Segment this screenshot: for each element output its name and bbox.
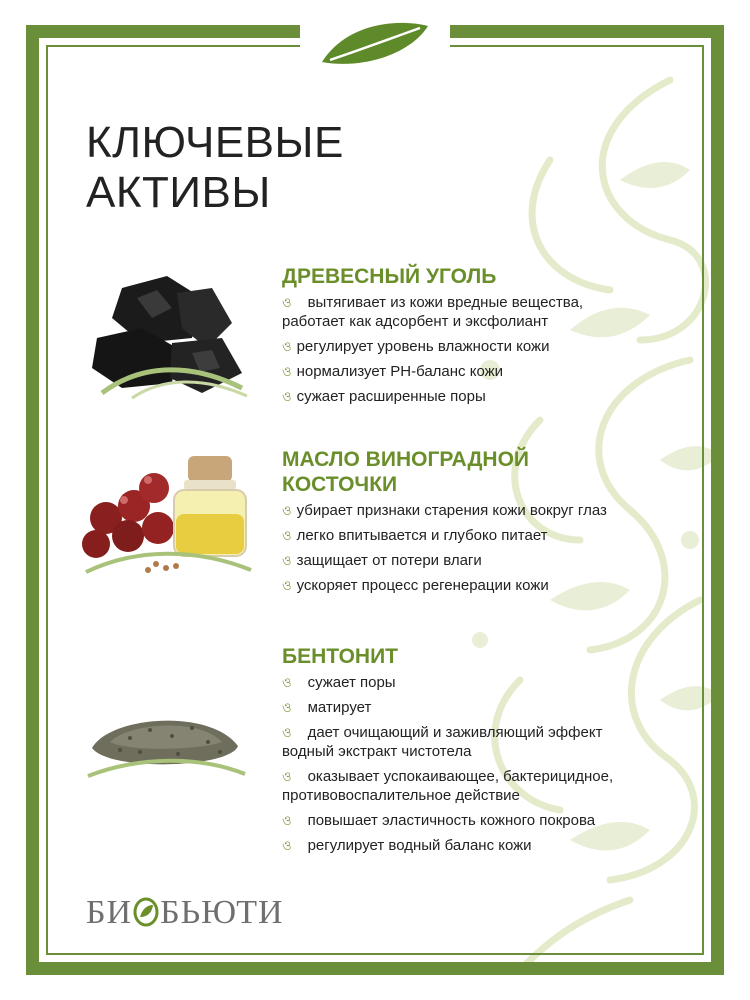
page-title	[86, 118, 446, 218]
list-item: ও вытягивает из кожи вредные вещества, работает как адсорбент и эксфолиант	[282, 294, 584, 330]
list-item: ও ускоряет процесс регенерации кожи	[282, 577, 549, 594]
list-item: ও матирует	[282, 699, 372, 716]
charcoal-image	[82, 268, 252, 408]
list-item: ও регулирует уровень влажности кожи	[282, 338, 550, 355]
ornament-bullet-icon: ও	[282, 503, 292, 518]
ornament-bullet-icon: ও	[282, 389, 292, 404]
list-item: ও нормализует PH-баланс кожи	[282, 363, 504, 380]
ornament-bullet-icon: ও	[282, 725, 292, 740]
list-item: ও сужает расширенные поры	[282, 388, 486, 405]
ornament-bullet-icon: ও	[282, 339, 292, 354]
benefits-list	[282, 501, 712, 595]
section-bentonite	[282, 644, 712, 861]
ornament-bullet-icon: ও	[282, 578, 292, 593]
bentonite-image	[80, 676, 250, 786]
ornament-bullet-icon: ও	[282, 838, 292, 853]
leaf-icon	[316, 18, 434, 68]
ornament-bullet-icon: ও	[282, 675, 292, 690]
benefits-list	[282, 293, 712, 406]
title-line-1: КЛЮЧЕВЫЕ	[86, 118, 344, 167]
ornament-bullet-icon: ও	[282, 364, 292, 379]
section-title: ДРЕВЕСНЫЙ УГОЛЬ	[282, 265, 497, 288]
ornament-bullet-icon: ও	[282, 528, 292, 543]
list-item: ও сужает поры	[282, 674, 396, 691]
ornament-bullet-icon: ও	[282, 813, 292, 828]
section-grape-seed-oil	[282, 447, 712, 601]
logo-leaf-icon	[133, 897, 159, 927]
list-item: ও убирает признаки старения кожи вокруг глаз	[282, 502, 607, 519]
title-line-2: АКТИВЫ	[86, 168, 271, 217]
list-item: ও легко впитывается и глубоко питает	[282, 527, 548, 544]
list-item: ও защищает от потери влаги	[282, 552, 482, 569]
list-item: ও дает очищающий и заживляющий эффект водный экстракт чистотела	[282, 724, 603, 760]
ornament-bullet-icon: ও	[282, 553, 292, 568]
ornament-bullet-icon: ও	[282, 700, 292, 715]
benefits-list	[282, 673, 712, 855]
ornament-bullet-icon: ও	[282, 769, 292, 784]
section-title: МАСЛО ВИНОГРАДНОЙ КОСТОЧКИ	[282, 448, 530, 496]
section-charcoal	[282, 264, 712, 412]
grape-seed-oil-image	[76, 452, 256, 582]
list-item: ও оказывает успокаивающее, бактерицидное, противовоспалительное действие	[282, 768, 614, 804]
list-item: ও регулирует водный баланс кожи	[282, 837, 532, 854]
section-title: БЕНТОНИТ	[282, 645, 398, 668]
ornament-bullet-icon: ও	[282, 295, 292, 310]
list-item: ও повышает эластичность кожного покрова	[282, 812, 596, 829]
brand-logo: БИ БЬЮТИ	[86, 894, 284, 931]
